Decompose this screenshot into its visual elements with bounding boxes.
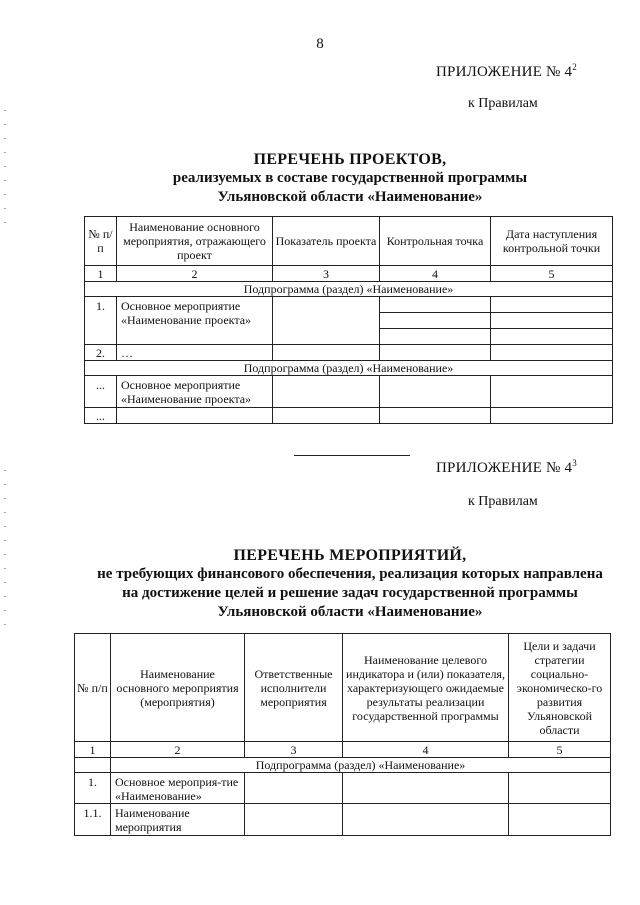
table-row bbox=[85, 376, 613, 408]
table-row bbox=[75, 804, 611, 836]
subprogram-row bbox=[85, 361, 613, 376]
row-number: ... bbox=[85, 408, 117, 424]
table-cell bbox=[380, 376, 491, 408]
table-cell bbox=[245, 804, 343, 836]
column-number: 5 bbox=[509, 742, 611, 758]
column-number: 3 bbox=[273, 266, 380, 282]
column-number: 2 bbox=[117, 266, 273, 282]
table-row bbox=[85, 408, 613, 424]
column-header: Контрольная точка bbox=[380, 217, 491, 266]
table-cell bbox=[273, 408, 380, 424]
table-cell bbox=[509, 773, 611, 804]
column-number: 4 bbox=[380, 266, 491, 282]
table-cell bbox=[491, 408, 613, 424]
appendix-subtitle: к Правилам bbox=[468, 96, 538, 111]
title-line: ПЕРЕЧЕНЬ МЕРОПРИЯТИЙ, bbox=[233, 547, 467, 564]
column-number: 1 bbox=[85, 266, 117, 282]
appendix-label: ПРИЛОЖЕНИЕ № 4 bbox=[436, 64, 573, 80]
column-number-row bbox=[75, 742, 611, 758]
column-header: Ответственные исполнители мероприятия bbox=[245, 634, 343, 742]
column-header: Цели и задачи стратегии социально-экономическо-го развития Ульяновской области bbox=[509, 634, 611, 742]
row-number: 1.1. bbox=[75, 804, 111, 836]
title-line: Ульяновской области «Наименование» bbox=[217, 604, 483, 620]
title-line: ПЕРЕЧЕНЬ ПРОЕКТОВ, bbox=[253, 151, 447, 168]
table-cell bbox=[509, 804, 611, 836]
table-cell bbox=[273, 345, 380, 361]
row-number: 1. bbox=[75, 773, 111, 804]
document-title bbox=[90, 546, 610, 622]
appendix-heading bbox=[436, 458, 577, 477]
table-cell bbox=[343, 773, 509, 804]
title-line: Ульяновской области «Наименование» bbox=[217, 189, 483, 205]
table-cell bbox=[117, 408, 273, 424]
row-name: Основное мероприя-тие «Наименование» bbox=[111, 773, 245, 804]
table-cell bbox=[491, 297, 613, 313]
column-number: 5 bbox=[491, 266, 613, 282]
title-line: реализуемых в составе государственной программы bbox=[172, 170, 528, 186]
page-number: 8 bbox=[316, 36, 324, 52]
scan-edge-marks bbox=[4, 110, 6, 230]
column-header: Показатель проекта bbox=[273, 217, 380, 266]
subprogram-label: Подпрограмма (раздел) «Наименование» bbox=[85, 361, 613, 376]
table-cell bbox=[380, 313, 491, 329]
column-number: 2 bbox=[111, 742, 245, 758]
projects-table bbox=[84, 216, 613, 424]
column-header: № п/п bbox=[75, 634, 111, 742]
appendix-subtitle: к Правилам bbox=[468, 494, 538, 509]
subprogram-label: Подпрограмма (раздел) «Наименование» bbox=[111, 758, 611, 773]
table-cell bbox=[380, 329, 491, 345]
appendix-label: ПРИЛОЖЕНИЕ № 4 bbox=[436, 460, 573, 476]
table-cell bbox=[245, 773, 343, 804]
row-name: Основное мероприятие «Наименование проекта» bbox=[117, 297, 273, 345]
table-cell bbox=[491, 345, 613, 361]
table-header-row bbox=[75, 634, 611, 742]
table-cell bbox=[273, 376, 380, 408]
column-number: 3 bbox=[245, 742, 343, 758]
table-cell bbox=[343, 804, 509, 836]
table-cell bbox=[491, 313, 613, 329]
row-number: 2. bbox=[85, 345, 117, 361]
section-divider bbox=[294, 455, 410, 456]
document-title bbox=[90, 150, 610, 207]
table-cell bbox=[380, 345, 491, 361]
column-header: Наименование целевого индикатора и (или) показателя, характеризующего ожидаемые результаты реализации государственной программы bbox=[343, 634, 509, 742]
column-number: 1 bbox=[75, 742, 111, 758]
appendix-heading bbox=[436, 62, 577, 81]
appendix-superscript: 2 bbox=[572, 62, 577, 72]
row-name: … bbox=[117, 345, 273, 361]
column-header: Наименование основного мероприятия, отражающего проект bbox=[117, 217, 273, 266]
row-number: ... bbox=[85, 376, 117, 408]
subprogram-row bbox=[75, 758, 611, 773]
column-header: № п/п bbox=[85, 217, 117, 266]
table-cell bbox=[273, 297, 380, 345]
table-cell bbox=[380, 297, 491, 313]
table-header-row bbox=[85, 217, 613, 266]
table-row bbox=[85, 345, 613, 361]
row-name: Наименование мероприятия bbox=[111, 804, 245, 836]
table-cell bbox=[75, 758, 111, 773]
subprogram-label: Подпрограмма (раздел) «Наименование» bbox=[85, 282, 613, 297]
table-cell bbox=[380, 408, 491, 424]
column-header: Наименование основного мероприятия (мероприятия) bbox=[111, 634, 245, 742]
row-number: 1. bbox=[85, 297, 117, 345]
appendix-superscript: 3 bbox=[572, 458, 577, 468]
activities-table bbox=[74, 633, 611, 836]
title-line: на достижение целей и решение задач государственной программы bbox=[122, 585, 578, 601]
table-row bbox=[75, 773, 611, 804]
table-cell bbox=[491, 329, 613, 345]
column-number-row bbox=[85, 266, 613, 282]
row-name: Основное мероприятие «Наименование проекта» bbox=[117, 376, 273, 408]
table-cell bbox=[491, 376, 613, 408]
scan-edge-marks bbox=[4, 470, 6, 630]
subprogram-row bbox=[85, 282, 613, 297]
column-number: 4 bbox=[343, 742, 509, 758]
column-header: Дата наступления контрольной точки bbox=[491, 217, 613, 266]
title-line: не требующих финансового обеспечения, реализация которых направлена bbox=[97, 566, 603, 582]
table-row bbox=[85, 297, 613, 313]
